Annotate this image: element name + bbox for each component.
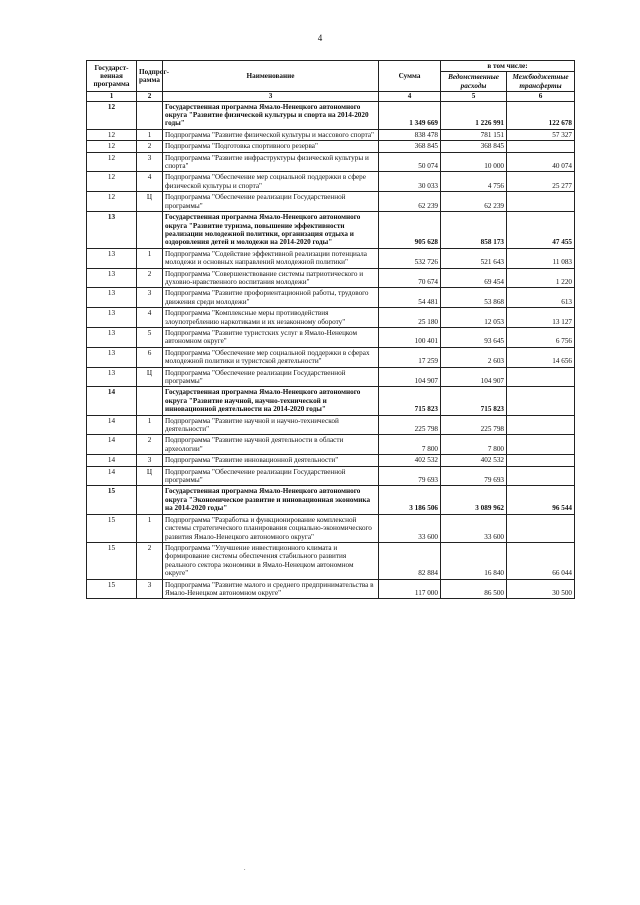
intergovernmental-transfers-cell: 11 083 — [507, 248, 575, 268]
program-code-cell: 13 — [87, 268, 137, 288]
subprogram-row — [87, 288, 575, 308]
header-pp: Подпрог-рамма — [137, 61, 163, 92]
intergovernmental-transfers-cell: 613 — [507, 288, 575, 308]
subprogram-row — [87, 141, 575, 152]
name-cell: Подпрограмма "Обеспечение реализации Государственной программы" — [163, 367, 379, 387]
program-code-cell: 13 — [87, 308, 137, 328]
intergovernmental-transfers-cell — [507, 387, 575, 415]
subprogram-row — [87, 129, 575, 140]
subprogram-code-cell: 3 — [137, 152, 163, 172]
program-code-cell: 13 — [87, 212, 137, 249]
subprogram-code-cell: 2 — [137, 268, 163, 288]
column-number: 6 — [507, 92, 575, 101]
sum-cell: 104 907 — [379, 367, 441, 387]
page-number: 4 — [317, 33, 323, 43]
departmental-expenses-cell: 79 693 — [441, 466, 507, 486]
intergovernmental-transfers-cell: 6 756 — [507, 327, 575, 347]
sum-cell: 82 884 — [379, 542, 441, 579]
intergovernmental-transfers-cell: 66 044 — [507, 542, 575, 579]
column-number: 3 — [163, 92, 379, 101]
column-number: 1 — [87, 92, 137, 101]
sum-cell: 532 726 — [379, 248, 441, 268]
sum-cell: 50 074 — [379, 152, 441, 172]
column-number: 5 — [441, 92, 507, 101]
subprogram-row — [87, 152, 575, 172]
departmental-expenses-cell: 10 000 — [441, 152, 507, 172]
subprogram-code-cell: 2 — [137, 435, 163, 455]
departmental-expenses-cell: 2 603 — [441, 347, 507, 367]
departmental-expenses-cell: 781 151 — [441, 129, 507, 140]
subprogram-code-cell: 2 — [137, 542, 163, 579]
program-code-cell: 15 — [87, 514, 137, 542]
subprogram-row — [87, 466, 575, 486]
subprogram-row — [87, 415, 575, 435]
program-code-cell: 14 — [87, 455, 137, 466]
table-header — [87, 61, 575, 102]
sum-cell: 62 239 — [379, 192, 441, 212]
budget-table — [86, 60, 575, 599]
name-cell: Подпрограмма "Подготовка спортивного резерва" — [163, 141, 379, 152]
subprogram-row — [87, 542, 575, 579]
name-cell: Подпрограмма "Содействие эффективной реализации потенциала молодежи и основных направлений молодежной политики" — [163, 248, 379, 268]
footer-mark: . — [244, 866, 246, 872]
program-code-cell: 13 — [87, 288, 137, 308]
name-cell: Подпрограмма "Обеспечение реализации Государственной программы" — [163, 192, 379, 212]
subprogram-code-cell: 1 — [137, 415, 163, 435]
subprogram-row — [87, 268, 575, 288]
sum-cell: 402 532 — [379, 455, 441, 466]
sum-cell: 225 798 — [379, 415, 441, 435]
subprogram-code-cell: 1 — [137, 129, 163, 140]
subprogram-code-cell: 5 — [137, 327, 163, 347]
program-code-cell: 12 — [87, 152, 137, 172]
name-cell: Подпрограмма "Развитие малого и среднего предпринимательства в Ямало-Ненецком автономном округе" — [163, 579, 379, 599]
subprogram-code-cell: 2 — [137, 141, 163, 152]
intergovernmental-transfers-cell: 57 327 — [507, 129, 575, 140]
subprogram-row — [87, 327, 575, 347]
name-cell: Подпрограмма "Разработка и функционирование комплексной системы стратегического планирования социально-экономического развития Ямало-Ненецкого автономного округа" — [163, 514, 379, 542]
intergovernmental-transfers-cell — [507, 192, 575, 212]
header-name: Наименование — [163, 61, 379, 92]
header-ved: Ведомственные расходы — [441, 72, 507, 92]
name-cell: Подпрограмма "Обеспечение мер социальной поддержки в сферах молодежной политики и туристской деятельности" — [163, 347, 379, 367]
program-code-cell: 12 — [87, 129, 137, 140]
sum-cell: 100 401 — [379, 327, 441, 347]
name-cell: Подпрограмма "Развитие инновационной деятельности" — [163, 455, 379, 466]
intergovernmental-transfers-cell — [507, 435, 575, 455]
name-cell: Подпрограмма "Обеспечение реализации Государственной программы" — [163, 466, 379, 486]
departmental-expenses-cell: 33 600 — [441, 514, 507, 542]
subprogram-code-cell — [137, 212, 163, 249]
subprogram-row — [87, 367, 575, 387]
intergovernmental-transfers-cell: 25 277 — [507, 172, 575, 192]
program-code-cell: 12 — [87, 141, 137, 152]
departmental-expenses-cell: 12 053 — [441, 308, 507, 328]
column-number-row — [87, 92, 575, 101]
program-code-cell: 15 — [87, 486, 137, 514]
departmental-expenses-cell: 4 756 — [441, 172, 507, 192]
subprogram-code-cell: 3 — [137, 579, 163, 599]
intergovernmental-transfers-cell — [507, 514, 575, 542]
intergovernmental-transfers-cell: 13 127 — [507, 308, 575, 328]
departmental-expenses-cell: 1 226 991 — [441, 101, 507, 129]
intergovernmental-transfers-cell: 47 455 — [507, 212, 575, 249]
program-code-cell: 12 — [87, 192, 137, 212]
subprogram-row — [87, 248, 575, 268]
subprogram-row — [87, 514, 575, 542]
program-code-cell: 12 — [87, 101, 137, 129]
header-incl: в том числе: — [441, 61, 575, 72]
subprogram-code-cell: Ц — [137, 367, 163, 387]
sum-cell: 368 845 — [379, 141, 441, 152]
program-code-cell: 13 — [87, 327, 137, 347]
departmental-expenses-cell: 86 500 — [441, 579, 507, 599]
subprogram-code-cell — [137, 387, 163, 415]
subprogram-code-cell: Ц — [137, 466, 163, 486]
name-cell: Подпрограмма "Совершенствование системы патриотического и духовно-нравственного воспитания молодежи" — [163, 268, 379, 288]
sum-cell: 838 478 — [379, 129, 441, 140]
subprogram-code-cell: 6 — [137, 347, 163, 367]
sum-cell: 25 180 — [379, 308, 441, 328]
program-code-cell: 15 — [87, 542, 137, 579]
departmental-expenses-cell: 3 089 962 — [441, 486, 507, 514]
sum-cell: 117 000 — [379, 579, 441, 599]
intergovernmental-transfers-cell: 122 678 — [507, 101, 575, 129]
program-code-cell: 15 — [87, 579, 137, 599]
name-cell: Подпрограмма "Развитие научной деятельности в области археологии" — [163, 435, 379, 455]
name-cell: Подпрограмма "Улучшение инвестиционного климата и формирование системы обеспечения стабильного развития реального сектора экономики в Ямало-Ненецком автономном округе" — [163, 542, 379, 579]
sum-cell: 1 349 669 — [379, 101, 441, 129]
intergovernmental-transfers-cell: 14 656 — [507, 347, 575, 367]
program-code-cell: 14 — [87, 415, 137, 435]
subprogram-row — [87, 579, 575, 599]
departmental-expenses-cell: 62 239 — [441, 192, 507, 212]
sum-cell: 79 693 — [379, 466, 441, 486]
name-cell: Подпрограмма "Обеспечение мер социальной поддержки в сфере физической культуры и спорта" — [163, 172, 379, 192]
program-row — [87, 387, 575, 415]
intergovernmental-transfers-cell — [507, 415, 575, 435]
departmental-expenses-cell: 16 840 — [441, 542, 507, 579]
program-code-cell: 13 — [87, 248, 137, 268]
header-mbt: Межбюджетные трансферты — [507, 72, 575, 92]
sum-cell: 33 600 — [379, 514, 441, 542]
subprogram-code-cell: Ц — [137, 192, 163, 212]
departmental-expenses-cell: 69 454 — [441, 268, 507, 288]
table-body — [87, 101, 575, 599]
departmental-expenses-cell: 225 798 — [441, 415, 507, 435]
program-row — [87, 486, 575, 514]
header-gp: Государст-венная программа — [87, 61, 137, 92]
subprogram-code-cell: 3 — [137, 288, 163, 308]
column-number: 2 — [137, 92, 163, 101]
name-cell: Государственная программа Ямало-Ненецкого автономного округа "Развитие научной, научно-технической и инновационной деятельности на 2014-2020 годы" — [163, 387, 379, 415]
column-number: 4 — [379, 92, 441, 101]
departmental-expenses-cell: 715 823 — [441, 387, 507, 415]
sum-cell: 17 259 — [379, 347, 441, 367]
departmental-expenses-cell: 104 907 — [441, 367, 507, 387]
subprogram-code-cell — [137, 486, 163, 514]
subprogram-row — [87, 308, 575, 328]
name-cell: Государственная программа Ямало-Ненецкого автономного округа "Развитие туризма, повышение эффективности реализации молодежной политики, организация отдыха и оздоровления детей и молодежи на 2014-2020 годы" — [163, 212, 379, 249]
name-cell: Подпрограмма "Развитие физической культуры и массового спорта" — [163, 129, 379, 140]
program-code-cell: 14 — [87, 466, 137, 486]
program-row — [87, 212, 575, 249]
intergovernmental-transfers-cell — [507, 455, 575, 466]
subprogram-code-cell: 4 — [137, 308, 163, 328]
name-cell: Государственная программа Ямало-Ненецкого автономного округа "Развитие физической культуры и спорта на 2014-2020 годы" — [163, 101, 379, 129]
intergovernmental-transfers-cell: 1 220 — [507, 268, 575, 288]
departmental-expenses-cell: 402 532 — [441, 455, 507, 466]
program-code-cell: 13 — [87, 347, 137, 367]
name-cell: Подпрограмма "Развитие профориентационной работы, трудового движения среди молодежи" — [163, 288, 379, 308]
subprogram-row — [87, 435, 575, 455]
intergovernmental-transfers-cell: 40 074 — [507, 152, 575, 172]
sum-cell: 54 481 — [379, 288, 441, 308]
subprogram-row — [87, 347, 575, 367]
departmental-expenses-cell: 368 845 — [441, 141, 507, 152]
intergovernmental-transfers-cell — [507, 141, 575, 152]
sum-cell: 905 628 — [379, 212, 441, 249]
departmental-expenses-cell: 93 645 — [441, 327, 507, 347]
subprogram-row — [87, 455, 575, 466]
subprogram-code-cell: 4 — [137, 172, 163, 192]
subprogram-code-cell — [137, 101, 163, 129]
program-code-cell: 14 — [87, 387, 137, 415]
name-cell: Подпрограмма "Развитие туристских услуг в Ямало-Ненецком автономном округе" — [163, 327, 379, 347]
program-code-cell: 14 — [87, 435, 137, 455]
subprogram-code-cell: 3 — [137, 455, 163, 466]
subprogram-code-cell: 1 — [137, 248, 163, 268]
header-sum: Сумма — [379, 61, 441, 92]
sum-cell: 7 800 — [379, 435, 441, 455]
departmental-expenses-cell: 53 868 — [441, 288, 507, 308]
program-code-cell: 12 — [87, 172, 137, 192]
program-row — [87, 101, 575, 129]
intergovernmental-transfers-cell: 30 500 — [507, 579, 575, 599]
intergovernmental-transfers-cell — [507, 466, 575, 486]
name-cell: Подпрограмма "Комплексные меры противодействия злоупотреблению наркотиками и их незаконному обороту" — [163, 308, 379, 328]
name-cell: Подпрограмма "Развитие научной и научно-технической деятельности" — [163, 415, 379, 435]
departmental-expenses-cell: 7 800 — [441, 435, 507, 455]
sum-cell: 30 033 — [379, 172, 441, 192]
departmental-expenses-cell: 521 643 — [441, 248, 507, 268]
program-code-cell: 13 — [87, 367, 137, 387]
intergovernmental-transfers-cell — [507, 367, 575, 387]
subprogram-row — [87, 172, 575, 192]
name-cell: Государственная программа Ямало-Ненецкого автономного округа "Экономическое развитие и инновационная экономика на 2014-2020 годы" — [163, 486, 379, 514]
sum-cell: 715 823 — [379, 387, 441, 415]
name-cell: Подпрограмма "Развитие инфраструктуры физической культуры и спорта" — [163, 152, 379, 172]
intergovernmental-transfers-cell: 96 544 — [507, 486, 575, 514]
departmental-expenses-cell: 858 173 — [441, 212, 507, 249]
subprogram-row — [87, 192, 575, 212]
subprogram-code-cell: 1 — [137, 514, 163, 542]
sum-cell: 3 186 506 — [379, 486, 441, 514]
sum-cell: 70 674 — [379, 268, 441, 288]
